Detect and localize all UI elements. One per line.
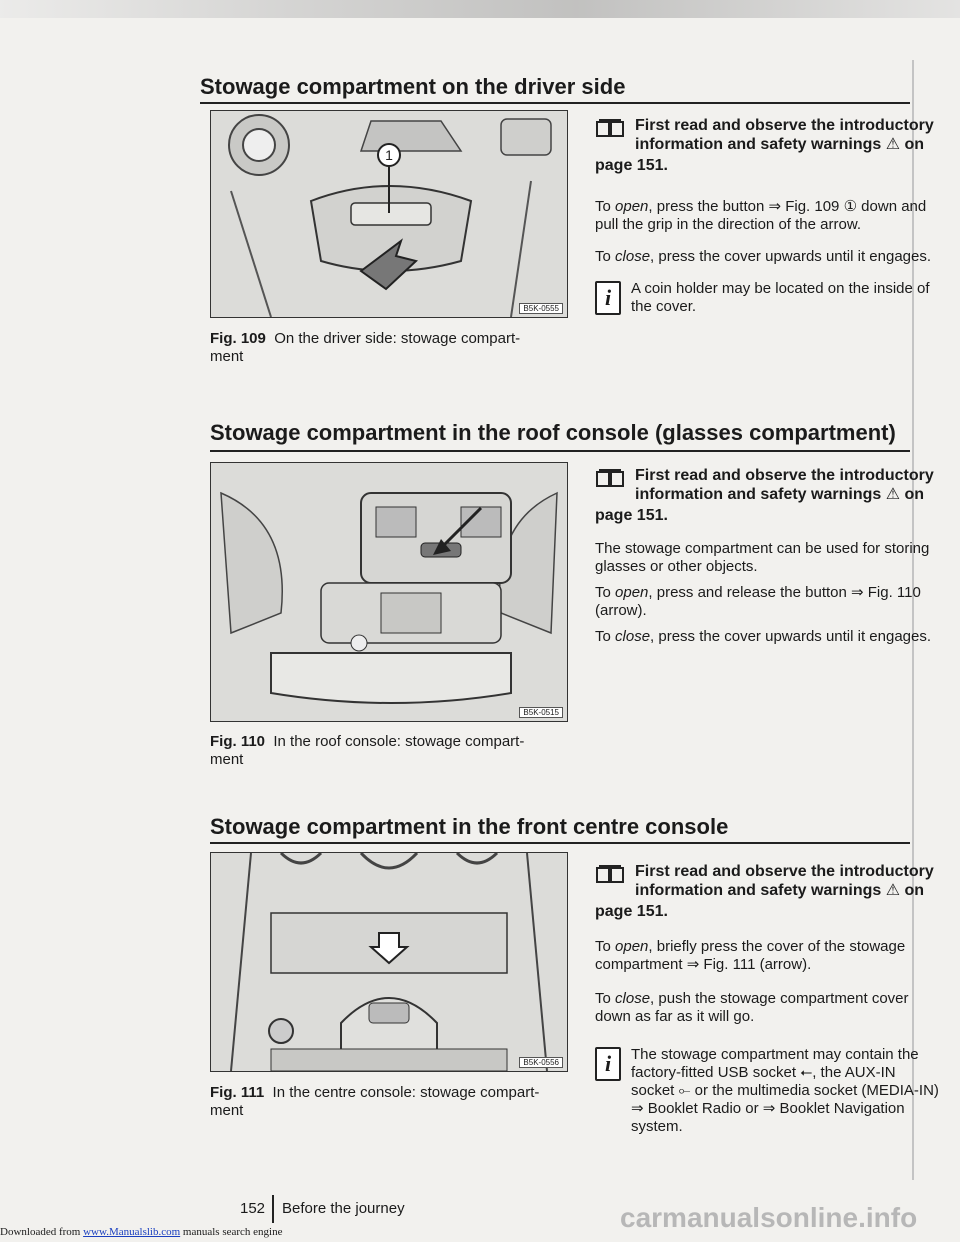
figure-111-image: [210, 852, 568, 1072]
figure-109-caption: [210, 330, 540, 366]
info-note: [595, 280, 940, 320]
safety-notice: [595, 466, 934, 530]
figure-109-image: [210, 110, 568, 318]
page-number: 152: [240, 1200, 266, 1217]
info-icon: i: [595, 1047, 621, 1081]
safety-line-2-text: information and safety warnings: [635, 882, 882, 899]
paragraph-open: [595, 938, 940, 974]
para-rest: , press and release the button ⇒ Fig. 110 (arrow).: [595, 584, 921, 619]
safety-line-1: First read and observe the introductory: [635, 467, 934, 484]
para-rest: , press the cover upwards until it engages.: [650, 248, 932, 265]
section-rule: [200, 102, 910, 104]
manualslib-link[interactable]: www.Manualslib.com: [83, 1226, 181, 1238]
section-rule: [210, 450, 910, 452]
para-verb: open: [615, 938, 649, 955]
para-verb: close: [615, 628, 651, 645]
safety-line-2-text: information and safety warnings: [635, 136, 882, 153]
figure-110-image: [210, 462, 568, 722]
safety-line-2: information and safety warnings ⚠ on: [635, 136, 925, 153]
para-rest: , press the button ⇒ Fig. 109 ① down and pull the grip in the direction of the arrow.: [595, 198, 927, 233]
safety-page-ref[interactable]: page 151.: [595, 157, 668, 174]
callout-marker-1: 1: [385, 147, 393, 163]
figure-code: B5K-0555: [519, 303, 563, 314]
paragraph-open: [595, 198, 940, 234]
download-prefix: Downloaded from: [0, 1226, 84, 1238]
download-suffix: manuals search engine: [180, 1226, 283, 1238]
download-line: [0, 1226, 282, 1238]
paragraph-open: [595, 584, 940, 620]
para-rest: , press the cover upwards until it engages.: [650, 628, 932, 645]
section-title-roof-console: Stowage compartment in the roof console (glasses compartment): [210, 420, 896, 445]
section-title-centre-console: Stowage compartment in the front centre console: [210, 814, 729, 839]
centre-console-illustration: [211, 853, 567, 1071]
safety-notice: [595, 116, 934, 180]
safety-line-2: information and safety warnings ⚠ on: [635, 486, 925, 503]
section-title-driver-side: Stowage compartment on the driver side: [200, 74, 626, 99]
safety-notice: [595, 862, 934, 926]
section-rule: [210, 842, 910, 844]
info-icon: i: [595, 281, 621, 315]
para-prefix: To: [595, 628, 616, 645]
para-prefix: To: [595, 248, 616, 265]
para-verb: open: [615, 198, 649, 215]
safety-line-2: information and safety warnings ⚠ on: [635, 882, 925, 899]
book-icon: [595, 864, 625, 884]
figure-code: B5K-0556: [519, 1057, 563, 1068]
caption-text: In the roof console: stowage compart-ment: [210, 733, 525, 768]
paragraph-close: [595, 628, 940, 646]
book-icon: [595, 118, 625, 138]
book-icon: [595, 468, 625, 488]
driver-side-illustration: [211, 111, 567, 317]
safety-line-2-text: information and safety warnings: [635, 486, 882, 503]
safety-line-1: First read and observe the introductory: [635, 863, 934, 880]
figure-code: B5K-0515: [519, 707, 563, 718]
chapter-title: Before the journey: [282, 1200, 405, 1217]
figure-111-caption: [210, 1084, 540, 1120]
caption-text: In the centre console: stowage compart-ment: [210, 1084, 540, 1119]
para-prefix: To: [595, 938, 616, 955]
para-prefix: To: [595, 584, 616, 601]
paragraph-intro: The stowage compartment can be used for storing glasses or other objects.: [595, 540, 930, 575]
watermark: carmanualsonline.info: [620, 1202, 918, 1233]
figure-number: Fig. 109: [210, 330, 266, 347]
para-verb: open: [615, 584, 649, 601]
figure-110-caption: [210, 733, 540, 769]
para-prefix: To: [595, 990, 616, 1007]
safety-page-ref[interactable]: page 151.: [595, 903, 668, 920]
safety-line-1: First read and observe the introductory: [635, 117, 934, 134]
footer-divider: [272, 1195, 274, 1223]
para-rest: , briefly press the cover of the stowage compartment ⇒ Fig. 111 (arrow).: [595, 938, 906, 973]
safety-page-ref[interactable]: page 151.: [595, 507, 668, 524]
info-note-text: The stowage compartment may contain the factory-fitted USB socket ⭠, the AUX-IN socket ⟜ or the multimedia socket (MEDIA-IN) ⇒ Booklet Radio or ⇒ Booklet Navigation system.: [631, 1046, 939, 1135]
para-prefix: To: [595, 198, 616, 215]
warning-suffix: on: [904, 882, 925, 899]
figure-number: Fig. 111: [210, 1084, 265, 1101]
info-note-text: A coin holder may be located on the inside of the cover.: [631, 280, 930, 315]
info-note: [595, 1046, 940, 1135]
paragraph-close: [595, 248, 940, 266]
warning-suffix: on: [904, 486, 925, 503]
roof-console-illustration: [211, 463, 567, 721]
figure-number: Fig. 110: [210, 733, 266, 750]
para-verb: close: [615, 990, 651, 1007]
para-verb: close: [615, 248, 651, 265]
para-rest: , push the stowage compartment cover down as far as it will go.: [595, 990, 909, 1025]
scan-top-shading: [0, 0, 960, 18]
warning-suffix: on: [904, 136, 925, 153]
caption-text: On the driver side: stowage compart-ment: [210, 330, 521, 365]
paragraph-close: [595, 990, 940, 1026]
